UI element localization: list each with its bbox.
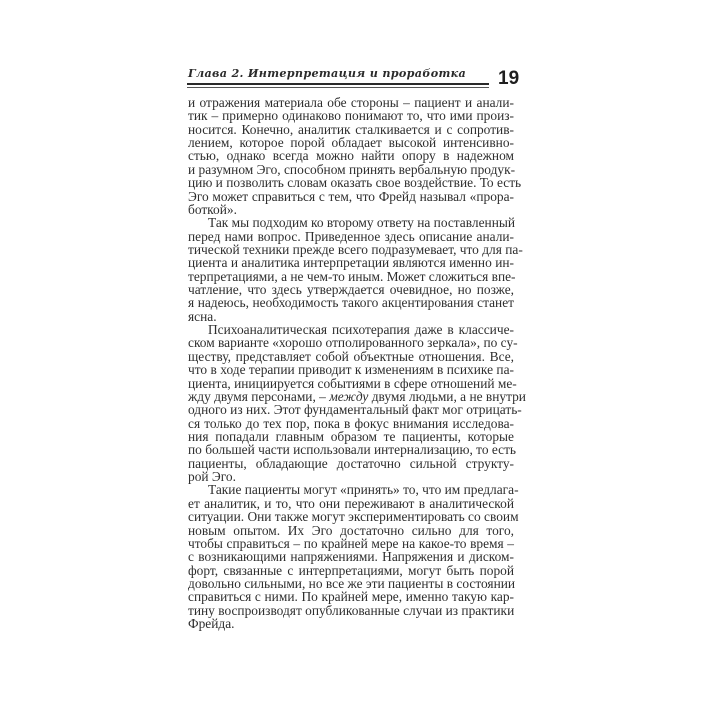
- text-line: Эго может справиться с тем, что Фрейд называл «прора-: [188, 188, 514, 204]
- text-line: довольно сильными, но все же эти пациенты в состоянии: [188, 575, 516, 591]
- text-line: терпретациями, а не чем-то иным. Может сложиться впе-: [188, 268, 516, 284]
- text-line: с возникающими напряжениями. Напряжения и диском-: [188, 549, 514, 565]
- page-number: 19: [498, 68, 520, 89]
- text-line: тик – примерно одинаково понимают то, что ими произ-: [188, 108, 514, 124]
- emphasis-text: между: [329, 388, 369, 404]
- text-line: и отражения материала обе стороны – пациент и анали-: [188, 95, 514, 110]
- text-line: одного из них. Этот фундаментальный факт мог отрицать-: [188, 402, 522, 418]
- paragraph: [188, 215, 523, 324]
- text-line-with-emphasis: [188, 388, 526, 404]
- text-line: цию и позволить словам оказать свое воздействие. То есть: [188, 175, 522, 191]
- text-run: жду двумя персонами, –: [188, 388, 330, 404]
- text-line: справиться с ними. По крайней мере, именно такую кар-: [188, 589, 514, 605]
- paragraph: [188, 482, 519, 632]
- text-line: и разумном Эго, способном принять вербальную продук-: [188, 161, 516, 177]
- text-line: пациенты, обладающие достаточно сильной структу-: [188, 455, 514, 471]
- text-line: лением, которое порой обладает высокой интенсивно-: [188, 135, 514, 151]
- text-line: ся только до тех пор, пока в фокус внимания исследова-: [188, 415, 514, 431]
- text-line: ситуации. Они также могут экспериментировать со своим: [188, 509, 519, 525]
- text-line: новым опытом. Их Эго достаточно сильно для того,: [188, 522, 514, 538]
- header-rule-thin: [187, 87, 489, 88]
- text-line: ния попадали главным образом те пациенты, которые: [188, 428, 514, 444]
- text-line: Такие пациенты могут «принять» то, что им предлага-: [208, 482, 519, 498]
- text-line: по большей части использовали интернализацию, то есть: [188, 442, 517, 458]
- text-line: чтобы справиться – по крайней мере на какое-то время –: [188, 535, 514, 551]
- text-line: форт, связанные с интерпретациями, могут быть порой: [188, 562, 514, 578]
- paragraph: [188, 95, 522, 217]
- running-head-title: Глава 2. Интерпретация и проработка: [188, 66, 467, 80]
- text-line: перед нами вопрос. Приведенное здесь описание анали-: [188, 228, 514, 244]
- text-line: боткой».: [188, 201, 237, 217]
- text-line: тину воспроизводят опубликованные случаи из практики: [188, 602, 515, 618]
- text-line: носится. Конечно, аналитик сталкивается и с сопротив-: [188, 121, 514, 137]
- text-line: ществу, представляет собой объектные отношения. Все,: [188, 348, 514, 364]
- text-line: Психоаналитическая психотерапия даже в классиче-: [208, 322, 514, 338]
- text-line: что в ходе терапии приводит к изменениям в психике па-: [188, 362, 514, 378]
- text-line: циента, инициируется событиями в сфере отношений ме-: [188, 375, 517, 391]
- text-line: ясна.: [188, 308, 217, 324]
- text-line: рой Эго.: [188, 469, 236, 485]
- text-line: чатление, что здесь утверждается очевидное, но позже,: [188, 282, 514, 298]
- text-line: стью, однако всегда можно найти опору в надежном: [188, 148, 514, 164]
- body-text: [188, 95, 526, 632]
- text-line: я надеюсь, необходимость такого акцентирования станет: [188, 295, 514, 311]
- text-line: Так мы подходим ко второму ответу на поставленный: [208, 215, 516, 231]
- header-rule-thick: [187, 83, 489, 85]
- text-run: двумя людьми, а не внутри: [368, 388, 526, 404]
- text-line: ет аналитик, и то, что они переживают в аналитической: [188, 495, 514, 511]
- text-line: циента и аналитика интерпретации являются именно ин-: [188, 255, 514, 271]
- text-line: ском варианте «хорошо отполированного зеркала», по су-: [188, 335, 518, 351]
- text-line: Фрейда.: [188, 616, 235, 632]
- paragraph: [188, 322, 526, 485]
- text-line: тической техники прежде всего подразумевает, что для па-: [188, 241, 523, 257]
